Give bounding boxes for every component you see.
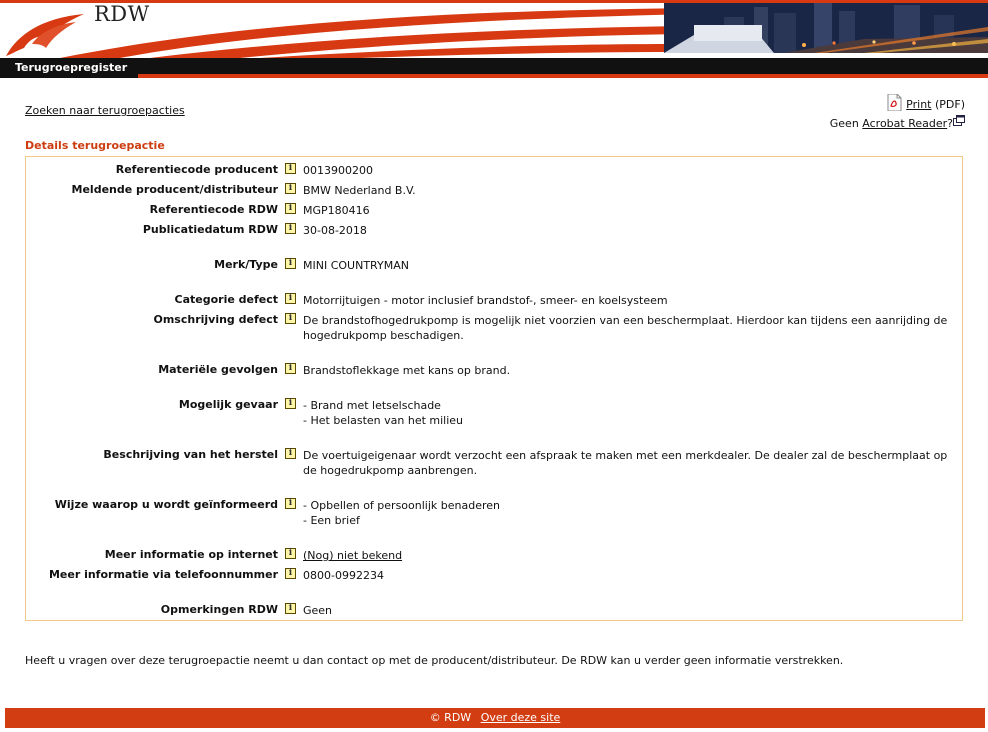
row-label: Opmerkingen RDW <box>160 603 278 616</box>
external-window-icon[interactable] <box>953 115 965 126</box>
details-panel <box>25 156 963 621</box>
row-label: Categorie defect <box>174 293 278 306</box>
info-icon[interactable]: i <box>285 568 296 579</box>
header-photo <box>664 3 988 53</box>
row-label: Meer informatie op internet <box>104 548 278 561</box>
value-line: - Opbellen of persoonlijk benaderen <box>303 499 501 512</box>
rdw-logo-icon <box>4 4 88 59</box>
print-suffix: (PDF) <box>934 98 965 111</box>
row-value: 30-08-2018 <box>303 224 367 237</box>
row-label: Beschrijving van het herstel <box>103 448 278 461</box>
row-label: Omschrijving defect <box>153 313 278 326</box>
footer-note: Heeft u vragen over deze terugroepactie neemt u dan contact op met de producent/distributeur. De RDW kan u verder geen informatie verstrekken. <box>25 654 844 667</box>
acrobat-reader-link[interactable]: Acrobat Reader <box>862 117 948 130</box>
row-value: 0800-0992234 <box>303 569 384 582</box>
info-icon[interactable]: i <box>285 363 296 374</box>
row-label: Meer informatie via telefoonnummer <box>48 568 278 581</box>
row-label: Meldende producent/distributeur <box>71 183 278 196</box>
row-value <box>303 398 958 428</box>
info-icon[interactable]: i <box>285 203 296 214</box>
row-value: 0013900200 <box>303 164 373 177</box>
row-label: Mogelijk gevaar <box>178 398 278 411</box>
logo-text: RDW <box>94 2 150 26</box>
acrobat-prefix: Geen <box>829 117 859 130</box>
info-icon[interactable]: i <box>285 603 296 614</box>
print-block <box>830 94 965 133</box>
internet-info-link[interactable]: (Nog) niet bekend <box>303 549 403 562</box>
row-label: Materiële gevolgen <box>158 363 278 376</box>
info-icon[interactable]: i <box>285 498 296 509</box>
value-line: - Een brief <box>303 514 360 527</box>
value-line: - Het belasten van het milieu <box>303 414 464 427</box>
info-icon[interactable]: i <box>285 293 296 304</box>
row-value: Motorrijtuigen - motor inclusief brandstof-, smeer- en koelsysteem <box>303 294 668 307</box>
row-value: Brandstoflekkage met kans op brand. <box>303 364 511 377</box>
pdf-icon[interactable] <box>887 94 902 111</box>
row-value: BMW Nederland B.V. <box>303 184 416 197</box>
page-header <box>0 0 988 82</box>
acrobat-suffix: ? <box>947 117 953 130</box>
row-value: MINI COUNTRYMAN <box>303 259 409 272</box>
info-icon[interactable]: i <box>285 163 296 174</box>
footer-bar <box>5 708 985 728</box>
row-value: De voertuigeigenaar wordt verzocht een afspraak te maken met een merkdealer. De dealer zal de beschermplaat op de hogedrukpomp aanbrengen. <box>303 449 948 477</box>
section-title: Terugroepregister <box>7 58 139 78</box>
row-label: Wijze waarop u wordt geïnformeerd <box>54 498 278 511</box>
search-recalls-link[interactable]: Zoeken naar terugroepacties <box>25 104 185 117</box>
nav-red-underline <box>138 74 988 78</box>
value-line: - Brand met letselschade <box>303 399 441 412</box>
row-label: Referentiecode RDW <box>149 203 278 216</box>
copyright-text: © RDW <box>429 711 472 724</box>
info-icon[interactable]: i <box>285 223 296 234</box>
about-site-link[interactable]: Over deze site <box>480 711 561 724</box>
row-value: De brandstofhogedrukpomp is mogelijk niet voorzien van een beschermplaat. Hierdoor kan tijdens een aanrijding de hogedrukpomp beschadigen. <box>303 314 948 342</box>
row-label: Merk/Type <box>214 258 278 271</box>
print-link[interactable]: Print <box>906 98 932 111</box>
info-icon[interactable]: i <box>285 183 296 194</box>
info-icon[interactable]: i <box>285 398 296 409</box>
row-value <box>303 498 958 528</box>
info-icon[interactable]: i <box>285 313 296 324</box>
row-label: Publicatiedatum RDW <box>142 223 278 236</box>
row-value: MGP180416 <box>303 204 370 217</box>
info-icon[interactable]: i <box>285 258 296 269</box>
row-value: Geen <box>303 604 333 617</box>
row-value <box>303 548 958 563</box>
details-title: Details terugroepactie <box>25 139 165 152</box>
row-label: Referentiecode producent <box>115 163 278 176</box>
info-icon[interactable]: i <box>285 448 296 459</box>
info-icon[interactable]: i <box>285 548 296 559</box>
